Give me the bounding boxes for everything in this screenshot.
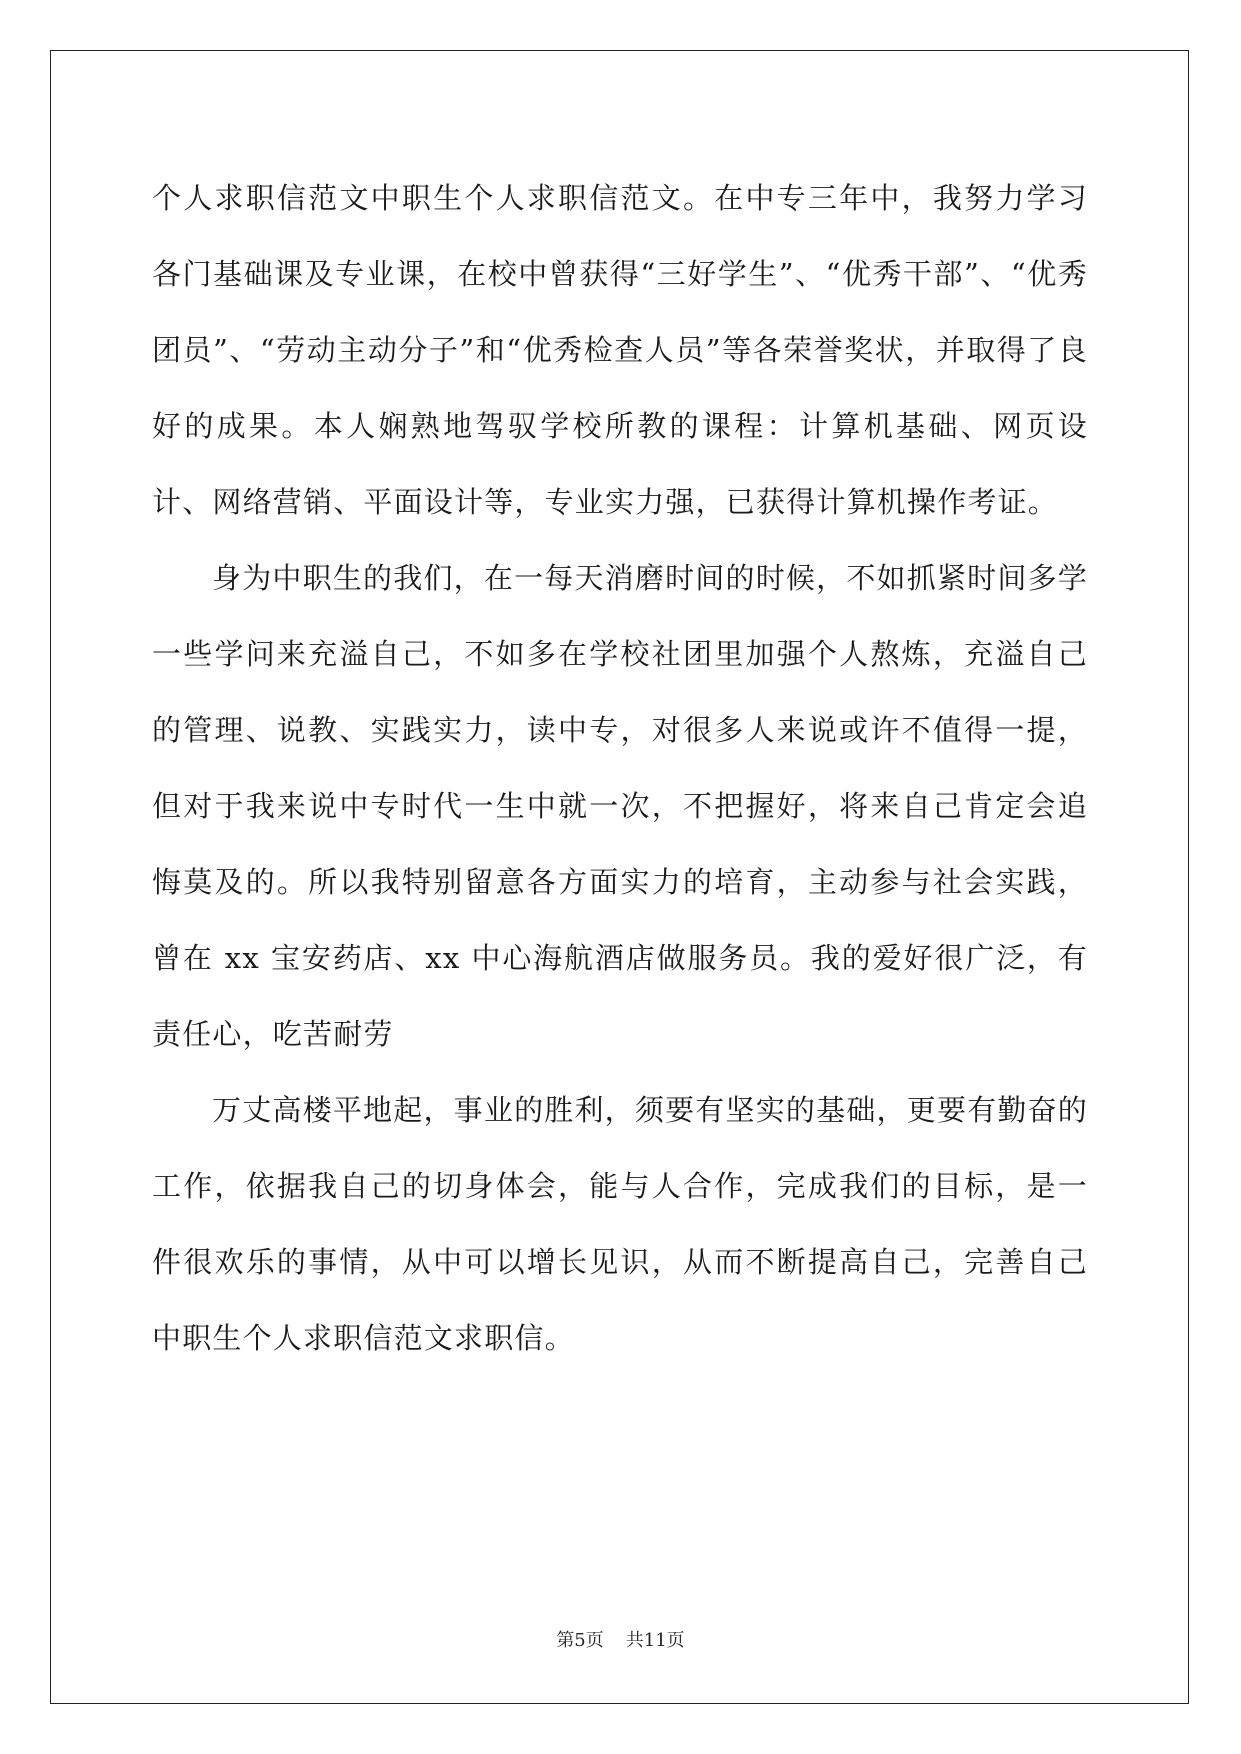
document-body <box>152 160 1088 1376</box>
paragraph-1: 个人求职信范文中职生个人求职信范文。在中专三年中，我努力学习各门基础课及专业课，在校中曾获得“三好学生”、“优秀干部”、“优秀团员”、“劳动主动分子”和“优秀检查人员”等各荣誉奖状，并取得了良好的成果。本人娴熟地驾驭学校所教的课程：计算机基础、网页设计、网络营销、平面设计等，专业实力强，已获得计算机操作考证。 <box>152 181 1088 519</box>
current-page-label: 第5页 <box>556 1630 604 1651</box>
paragraph-2: 身为中职生的我们，在一每天消磨时间的时候，不如抓紧时间多学一些学问来充溢自己，不如多在学校社团里加强个人熬炼，充溢自己的管理、说教、实践实力，读中专，对很多人来说或许不值得一提，但对于我来说中专时代一生中就一次，不把握好，将来自己肯定会追悔莫及的。所以我特别留意各方面实力的培育，主动参与社会实践，曾在 xx 宝安药店、xx 中心海航酒店做服务员。我的爱好很广泛，有责任心，吃苦耐劳 <box>152 561 1088 1051</box>
paragraph-3: 万丈高楼平地起，事业的胜利，须要有坚实的基础，更要有勤奋的工作，依据我自己的切身体会，能与人合作，完成我们的目标，是一件很欢乐的事情，从中可以增长见识，从而不断提高自己，完善自己中职生个人求职信范文求职信。 <box>152 1093 1088 1355</box>
page-footer <box>0 1626 1241 1652</box>
total-pages-label: 共11页 <box>625 1630 685 1651</box>
